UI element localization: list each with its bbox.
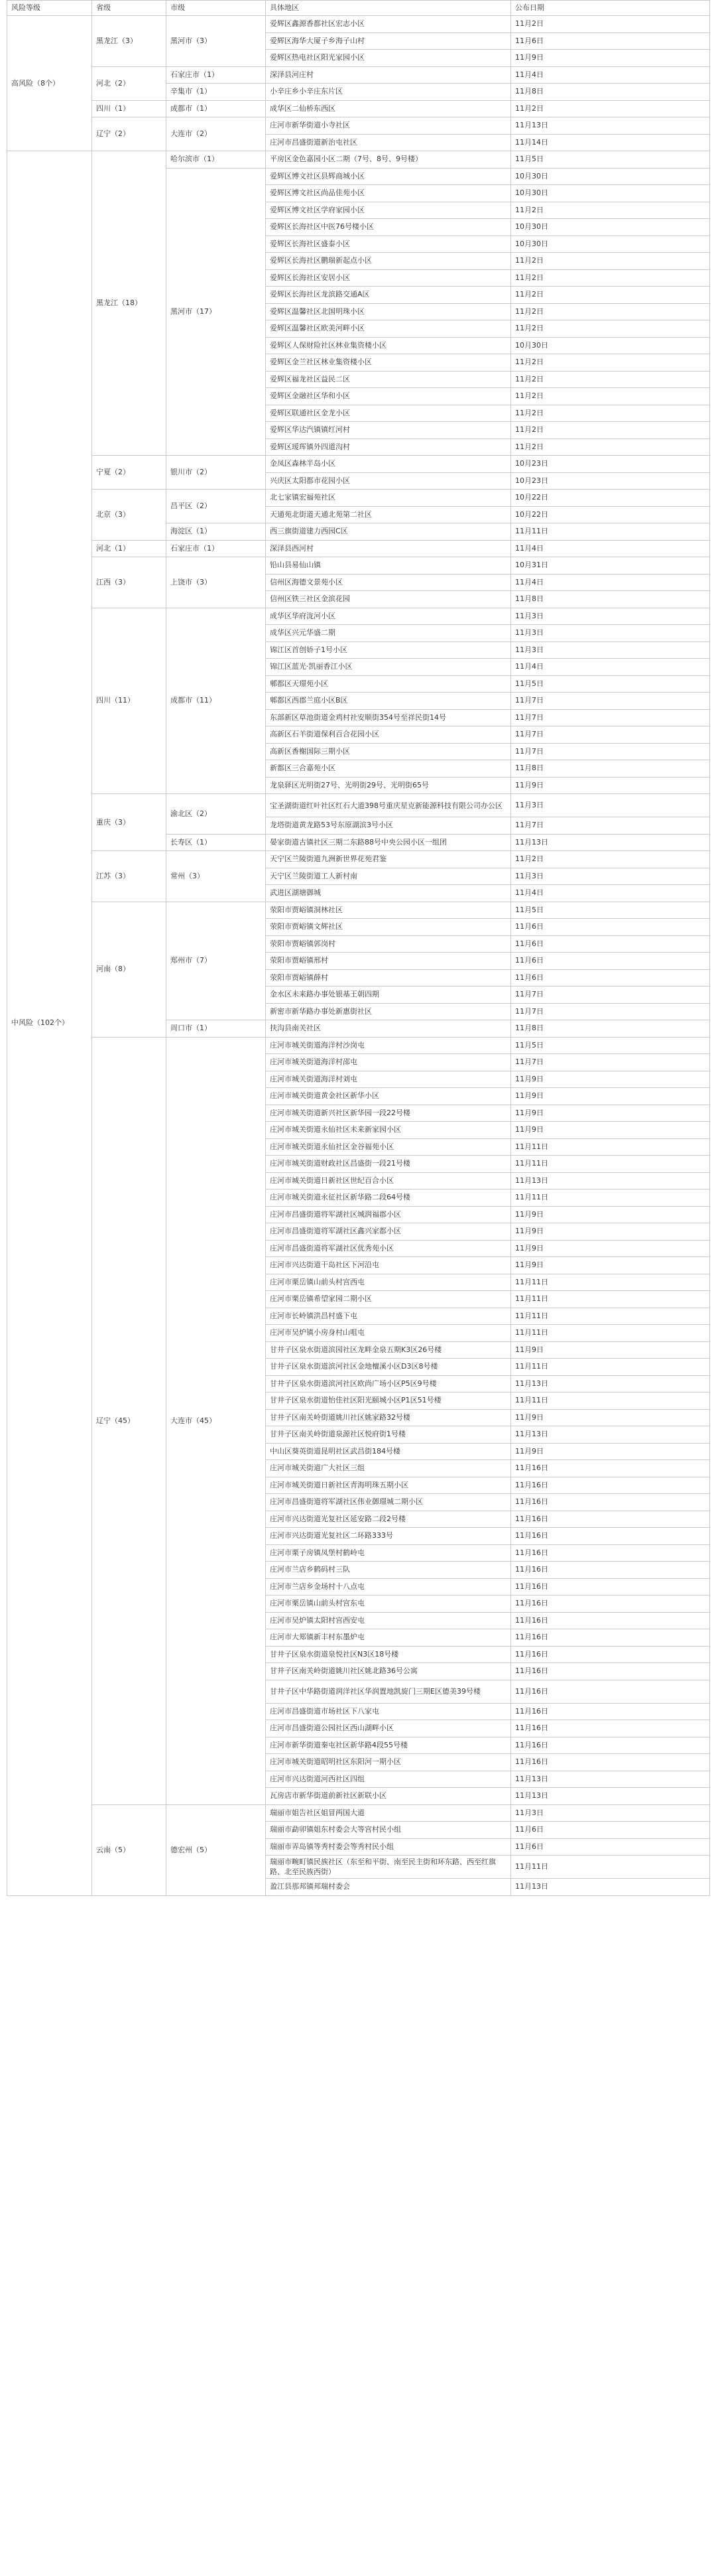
date-cell: 11月16日 <box>511 1544 710 1562</box>
date-cell: 11月5日 <box>511 1037 710 1054</box>
area-cell: 庄河市吴炉镇太阳村宫西安屯 <box>266 1612 511 1629</box>
area-cell: 甘井子区泉水街道怡佳社区阳光颐城小区P1区51号楼 <box>266 1392 511 1410</box>
city-cell: 郑州市（7） <box>166 902 266 1020</box>
area-cell: 金水区未来路办事处银基王朝四期 <box>266 986 511 1004</box>
date-cell: 11月6日 <box>511 1822 710 1839</box>
city-cell: 银川市（2） <box>166 456 266 490</box>
date-cell: 11月4日 <box>511 66 710 84</box>
area-cell: 天通苑北街道天通北苑第二社区 <box>266 506 511 523</box>
area-cell: 甘井子区南关岭街道姚川社区姚家路32号楼 <box>266 1409 511 1426</box>
date-cell: 10月30日 <box>511 337 710 354</box>
date-cell: 11月16日 <box>511 1663 710 1680</box>
date-cell: 11月16日 <box>511 1477 710 1494</box>
date-cell: 11月2日 <box>511 16 710 33</box>
date-cell: 11月16日 <box>511 1494 710 1511</box>
table-row <box>7 1037 710 1054</box>
date-cell: 11月7日 <box>511 743 710 760</box>
header-risk-level: 风险等级 <box>7 1 92 16</box>
area-cell: 瑞丽市弄岛镇等秀村委会等秀村民小组 <box>266 1838 511 1856</box>
city-cell: 黑河市（3） <box>166 16 266 67</box>
area-cell: 天宁区兰陵街道九洲新世界花苑君鉴 <box>266 851 511 868</box>
area-cell: 庄河市兴达街道光复社区二环路333号 <box>266 1528 511 1545</box>
date-cell: 11月2日 <box>511 320 710 338</box>
area-cell: 庄河市兰店乡鹤码村三队 <box>266 1562 511 1579</box>
date-cell: 11月2日 <box>511 354 710 372</box>
area-cell: 小辛庄乡小辛庄东片区 <box>266 84 511 101</box>
risk-level-cell: 高风险（8个） <box>7 16 92 151</box>
area-cell: 新都区三合嘉苑小区 <box>266 760 511 778</box>
province-cell: 北京（3） <box>92 490 166 541</box>
city-cell: 辛集市（1） <box>166 84 266 101</box>
city-cell: 成都市（1） <box>166 100 266 117</box>
date-cell: 11月11日 <box>511 1138 710 1156</box>
area-cell: 庄河市城关街道永征社区新华路二段64号楼 <box>266 1189 511 1207</box>
area-cell: 爱辉区博文社区尚品佳苑小区 <box>266 185 511 202</box>
date-cell: 11月9日 <box>511 1223 710 1241</box>
area-cell: 庄河市昌盛街道市场社区下八家屯 <box>266 1703 511 1720</box>
date-cell: 11月16日 <box>511 1629 710 1647</box>
area-cell: 爱辉区博文社区县辉商城小区 <box>266 168 511 185</box>
area-cell: 瑞丽市勐卯镇姐东村委会大等宫村民小组 <box>266 1822 511 1839</box>
area-cell: 荥阳市贾峪镇文辉社区 <box>266 919 511 936</box>
header-row <box>7 1 710 16</box>
area-cell: 锦江区首创娇子1号小区 <box>266 642 511 659</box>
area-cell: 晏家街道古镇社区三期二东路88号中央公园小区一组团 <box>266 834 511 851</box>
area-cell: 龙泉驿区光明街27号、光明街29号、光明街65号 <box>266 777 511 794</box>
province-cell: 辽宁（2） <box>92 117 166 151</box>
date-cell: 11月16日 <box>511 1646 710 1663</box>
area-cell: 甘井子区南关岭街道泉源社区悦府街1号楼 <box>266 1426 511 1444</box>
date-cell: 11月7日 <box>511 817 710 835</box>
date-cell: 11月4日 <box>511 659 710 676</box>
date-cell: 11月7日 <box>511 693 710 710</box>
date-cell: 11月16日 <box>511 1511 710 1528</box>
date-cell: 10月30日 <box>511 236 710 253</box>
province-cell: 辽宁（45） <box>92 1037 166 1804</box>
province-cell: 四川（1） <box>92 100 166 117</box>
date-cell: 11月2日 <box>511 851 710 868</box>
date-cell: 11月2日 <box>511 422 710 439</box>
area-cell: 庄河市昌盛街道将军湖社区城润福郡小区 <box>266 1206 511 1223</box>
area-cell: 爱辉区热电社区阳光家园小区 <box>266 50 511 67</box>
date-cell: 11月16日 <box>511 1578 710 1595</box>
area-cell: 成华区华府泷河小区 <box>266 608 511 625</box>
table-row <box>7 66 710 84</box>
date-cell: 11月13日 <box>511 1788 710 1805</box>
province-cell: 江苏（3） <box>92 851 166 902</box>
area-cell: 庄河市城关街道海洋村刘屯 <box>266 1071 511 1088</box>
date-cell: 11月13日 <box>511 1879 710 1896</box>
date-cell: 11月8日 <box>511 1020 710 1038</box>
city-cell: 大连市（2） <box>166 117 266 151</box>
table-row <box>7 851 710 868</box>
area-cell: 庄河市昌盛街道将军湖社区伟业御璟城二期小区 <box>266 1494 511 1511</box>
area-cell: 高新区石羊街道保利百合花园小区 <box>266 726 511 744</box>
table-row <box>7 540 710 557</box>
area-cell: 庄河市城关街道日新社区青海明珠五期小区 <box>266 1477 511 1494</box>
province-cell: 河北（1） <box>92 540 166 557</box>
date-cell: 11月16日 <box>511 1528 710 1545</box>
area-cell: 庄河市昌盛街道公园社区西山湖畔小区 <box>266 1720 511 1737</box>
area-cell: 甘井子区泉水街道滨河社区金地檀溪小区D3区8号楼 <box>266 1359 511 1376</box>
date-cell: 11月9日 <box>511 1409 710 1426</box>
date-cell: 11月5日 <box>511 151 710 169</box>
date-cell: 11月13日 <box>511 1172 710 1189</box>
area-cell: 庄河市城关街道海洋村沙岗屯 <box>266 1037 511 1054</box>
date-cell: 11月3日 <box>511 608 710 625</box>
area-cell: 北七家镇宏福苑社区 <box>266 490 511 507</box>
area-cell: 瓦房店市新华街道前新社区新联小区 <box>266 1788 511 1805</box>
city-cell: 德宏州（5） <box>166 1804 266 1895</box>
city-cell: 长寿区（1） <box>166 834 266 851</box>
date-cell: 11月13日 <box>511 1771 710 1788</box>
area-cell: 信州区海德文景苑小区 <box>266 574 511 591</box>
area-cell: 武进区湖塘御城 <box>266 885 511 902</box>
area-cell: 西三旗街道建力西园C区 <box>266 523 511 541</box>
date-cell: 11月16日 <box>511 1460 710 1477</box>
table-row <box>7 1804 710 1822</box>
area-cell: 庄河市兴达街道光复社区延安路二段2号楼 <box>266 1511 511 1528</box>
date-cell: 11月9日 <box>511 1257 710 1274</box>
city-cell: 大连市（45） <box>166 1037 266 1804</box>
date-cell: 11月9日 <box>511 1240 710 1257</box>
area-cell: 甘井子区南关岭街道姚川社区姚北路36号公寓 <box>266 1663 511 1680</box>
date-cell: 11月16日 <box>511 1612 710 1629</box>
date-cell: 11月13日 <box>511 1375 710 1392</box>
city-cell: 昌平区（2） <box>166 490 266 523</box>
date-cell: 11月6日 <box>511 953 710 970</box>
date-cell: 11月2日 <box>511 202 710 219</box>
date-cell: 11月2日 <box>511 253 710 270</box>
city-cell: 海淀区（1） <box>166 523 266 541</box>
table-row <box>7 490 710 507</box>
date-cell: 11月5日 <box>511 902 710 919</box>
area-cell: 天宁区兰陵街道工人新村南 <box>266 868 511 885</box>
area-cell: 庄河市城关街道广大社区三组 <box>266 1460 511 1477</box>
risk-area-table <box>7 0 710 1896</box>
date-cell: 10月23日 <box>511 472 710 490</box>
area-cell: 庄河市城关街道永仙社区未来新家园小区 <box>266 1122 511 1139</box>
date-cell: 11月11日 <box>511 1156 710 1173</box>
area-cell: 信州区铁三社区金滨花园 <box>266 591 511 608</box>
area-cell: 甘井子区中华路街道润洋社区华润置地凯旋门三期E区德美39号楼 <box>266 1680 511 1703</box>
date-cell: 11月16日 <box>511 1595 710 1613</box>
area-cell: 庄河市城关街道黄金社区新华小区 <box>266 1088 511 1105</box>
table-row <box>7 100 710 117</box>
date-cell: 11月7日 <box>511 1003 710 1020</box>
date-cell: 11月9日 <box>511 1088 710 1105</box>
date-cell: 11月4日 <box>511 574 710 591</box>
area-cell: 甘井子区泉水街道滨河社区欧尚广场小区P5区9号楼 <box>266 1375 511 1392</box>
date-cell: 11月9日 <box>511 1341 710 1359</box>
date-cell: 10月22日 <box>511 490 710 507</box>
risk-level-cell: 中风险（102个） <box>7 151 92 1896</box>
date-cell: 11月13日 <box>511 1426 710 1444</box>
area-cell: 庄河市新华街道小寺社区 <box>266 117 511 135</box>
date-cell: 11月16日 <box>511 1754 710 1771</box>
city-cell: 常州（3） <box>166 851 266 902</box>
area-cell: 爱辉区华达汽镇镇红河村 <box>266 422 511 439</box>
date-cell: 11月16日 <box>511 1737 710 1754</box>
area-cell: 庄河市兴达街道干岛社区下河沿屯 <box>266 1257 511 1274</box>
date-cell: 11月16日 <box>511 1680 710 1703</box>
area-cell: 爱辉区长海社区鹏瑞新起点小区 <box>266 253 511 270</box>
date-cell: 10月30日 <box>511 185 710 202</box>
area-cell: 爱辉区博文社区学府家园小区 <box>266 202 511 219</box>
date-cell: 11月8日 <box>511 84 710 101</box>
date-cell: 10月30日 <box>511 219 710 236</box>
date-cell: 11月3日 <box>511 642 710 659</box>
date-cell: 11月2日 <box>511 439 710 456</box>
area-cell: 成华区兴元华盛二期 <box>266 625 511 642</box>
table-row <box>7 16 710 33</box>
area-cell: 成华区二仙桥东西区 <box>266 100 511 117</box>
date-cell: 11月16日 <box>511 1703 710 1720</box>
area-cell: 庄河市栗岳镇山前头村宫西屯 <box>266 1274 511 1291</box>
date-cell: 11月14日 <box>511 134 710 151</box>
area-cell: 庄河市兴达街道河西社区四组 <box>266 1771 511 1788</box>
date-cell: 10月30日 <box>511 168 710 185</box>
date-cell: 11月6日 <box>511 919 710 936</box>
area-cell: 庄河市长岭镇洪昌村盛下屯 <box>266 1308 511 1325</box>
city-cell: 哈尔滨市（1） <box>166 151 266 169</box>
area-cell: 庄河市城关街道新兴社区新华园一段22号楼 <box>266 1105 511 1122</box>
area-cell: 瑞丽市畹町镇民族社区（东至和平街、南至民主街和环东路、西至红旗路、北至民族西街） <box>266 1856 511 1879</box>
city-cell: 上饶市（3） <box>166 557 266 608</box>
area-cell: 庄河市昌盛街道将军湖社区鑫兴家都小区 <box>266 1223 511 1241</box>
area-cell: 爱辉区联通社区金龙小区 <box>266 405 511 422</box>
table-body <box>7 1 710 1896</box>
area-cell: 盈江县那邦镇邦瑞村委会 <box>266 1879 511 1896</box>
date-cell: 11月9日 <box>511 1071 710 1088</box>
area-cell: 爱辉区温馨社区北国明珠小区 <box>266 303 511 320</box>
date-cell: 11月11日 <box>511 523 710 541</box>
area-cell: 金凤区森林半岛小区 <box>266 456 511 473</box>
date-cell: 10月22日 <box>511 506 710 523</box>
table-row <box>7 608 710 625</box>
city-cell: 石家庄市（1） <box>166 540 266 557</box>
province-cell: 云南（5） <box>92 1804 166 1895</box>
area-cell: 瑞丽市姐告社区姐冒两国大道 <box>266 1804 511 1822</box>
area-cell: 高新区香榭国际三期小区 <box>266 743 511 760</box>
date-cell: 11月6日 <box>511 33 710 50</box>
date-cell: 11月9日 <box>511 50 710 67</box>
area-cell: 庄河市大郑镇新丰村东墨炉屯 <box>266 1629 511 1647</box>
header-area: 具体地区 <box>266 1 511 16</box>
area-cell: 荥阳市贾峪镇薛村 <box>266 969 511 986</box>
area-cell: 爱辉区瑷珲镇外四道沟村 <box>266 439 511 456</box>
date-cell: 11月6日 <box>511 1838 710 1856</box>
table-row <box>7 151 710 169</box>
date-cell: 10月31日 <box>511 557 710 575</box>
area-cell: 庄河市栗子房镇凤堡村鹤岭屯 <box>266 1544 511 1562</box>
date-cell: 11月3日 <box>511 625 710 642</box>
area-cell: 甘井子区泉水街道滨园社区龙畔金泉五期K3区26号楼 <box>266 1341 511 1359</box>
province-cell: 重庆（3） <box>92 794 166 851</box>
header-date: 公布日期 <box>511 1 710 16</box>
date-cell: 11月2日 <box>511 287 710 304</box>
city-cell: 石家庄市（1） <box>166 66 266 84</box>
area-cell: 爱辉区鑫源香都社区宏志小区 <box>266 16 511 33</box>
province-cell: 河南（8） <box>92 902 166 1037</box>
area-cell: 兴庆区太阳都市花园小区 <box>266 472 511 490</box>
date-cell: 11月11日 <box>511 1274 710 1291</box>
area-cell: 荥阳市贾峪镇洞林社区 <box>266 902 511 919</box>
date-cell: 11月16日 <box>511 1562 710 1579</box>
header-province: 省级 <box>92 1 166 16</box>
date-cell: 11月6日 <box>511 935 710 953</box>
area-cell: 庄河市昌盛街道将军湖社区优秀苑小区 <box>266 1240 511 1257</box>
area-cell: 深泽县西河村 <box>266 540 511 557</box>
date-cell: 11月4日 <box>511 885 710 902</box>
date-cell: 11月7日 <box>511 1054 710 1071</box>
date-cell: 11月2日 <box>511 303 710 320</box>
area-cell: 爱辉区温馨社区欧美河畔小区 <box>266 320 511 338</box>
date-cell: 11月16日 <box>511 1720 710 1737</box>
area-cell: 爱辉区长海社区中医76号楼小区 <box>266 219 511 236</box>
date-cell: 11月11日 <box>511 1392 710 1410</box>
date-cell: 11月9日 <box>511 1122 710 1139</box>
date-cell: 11月2日 <box>511 371 710 388</box>
table-row <box>7 794 710 817</box>
area-cell: 爱辉区长海社区安居小区 <box>266 269 511 287</box>
area-cell: 庄河市城关街道日新社区世纪百合小区 <box>266 1172 511 1189</box>
date-cell: 11月3日 <box>511 868 710 885</box>
area-cell: 庄河市吴炉镇小房身村山咀屯 <box>266 1325 511 1342</box>
province-cell: 四川（11） <box>92 608 166 794</box>
area-cell: 新密市新华路办事处新惠街社区 <box>266 1003 511 1020</box>
date-cell: 11月13日 <box>511 834 710 851</box>
city-cell: 周口市（1） <box>166 1020 266 1038</box>
area-cell: 爱辉区海华大厦子乡海子山村 <box>266 33 511 50</box>
date-cell: 11月11日 <box>511 1325 710 1342</box>
date-cell: 11月8日 <box>511 591 710 608</box>
date-cell: 11月11日 <box>511 1359 710 1376</box>
city-cell: 成都市（11） <box>166 608 266 794</box>
province-cell: 河北（2） <box>92 66 166 100</box>
area-cell: 扶沟县南关社区 <box>266 1020 511 1038</box>
area-cell: 庄河市城关街道海洋村邵屯 <box>266 1054 511 1071</box>
province-cell: 黑龙江（3） <box>92 16 166 67</box>
date-cell: 11月9日 <box>511 1105 710 1122</box>
area-cell: 宝圣湖街道红叶社区红石大道398号重庆星克新能源科技有限公司办公区 <box>266 794 511 817</box>
date-cell: 11月9日 <box>511 1206 710 1223</box>
area-cell: 甘井子区泉水街道泉悦社区N3区18号楼 <box>266 1646 511 1663</box>
province-cell: 江西（3） <box>92 557 166 608</box>
province-cell: 黑龙江（18） <box>92 151 166 456</box>
area-cell: 铅山县易仙山镇 <box>266 557 511 575</box>
table-row <box>7 456 710 473</box>
area-cell: 爱辉区长海社区盛泰小区 <box>266 236 511 253</box>
table-row <box>7 117 710 135</box>
area-cell: 中山区葵英街道昆明社区武昌街184号楼 <box>266 1443 511 1460</box>
area-cell: 爱辉区金兰社区林业集资楼小区 <box>266 354 511 372</box>
area-cell: 庄河市新华街道秦屯社区新华路4段55号楼 <box>266 1737 511 1754</box>
date-cell: 11月11日 <box>511 1308 710 1325</box>
date-cell: 11月7日 <box>511 726 710 744</box>
date-cell: 11月11日 <box>511 1291 710 1308</box>
area-cell: 平房区金色嘉园小区二期（7号、8号、9号楼） <box>266 151 511 169</box>
area-cell: 龙塔街道黄龙路53号东原湖滨3号小区 <box>266 817 511 835</box>
date-cell: 11月11日 <box>511 1856 710 1879</box>
province-cell: 宁夏（2） <box>92 456 166 490</box>
date-cell: 11月7日 <box>511 986 710 1004</box>
date-cell: 11月2日 <box>511 100 710 117</box>
date-cell: 11月9日 <box>511 777 710 794</box>
date-cell: 11月3日 <box>511 1804 710 1822</box>
area-cell: 爱辉区福龙社区益民二区 <box>266 371 511 388</box>
date-cell: 11月3日 <box>511 794 710 817</box>
area-cell: 深泽县河庄村 <box>266 66 511 84</box>
date-cell: 11月13日 <box>511 117 710 135</box>
area-cell: 庄河市城关街道昭明社区东阳河一期小区 <box>266 1754 511 1771</box>
area-cell: 荥阳市贾峪镇郭岗村 <box>266 935 511 953</box>
area-cell: 爱辉区金融社区华和小区 <box>266 388 511 405</box>
date-cell: 11月11日 <box>511 1189 710 1207</box>
area-cell: 庄河市栗岳镇山前头村宫东屯 <box>266 1595 511 1613</box>
area-cell: 郫都区天璟苑小区 <box>266 675 511 693</box>
date-cell: 11月7日 <box>511 709 710 726</box>
date-cell: 11月6日 <box>511 969 710 986</box>
date-cell: 11月8日 <box>511 760 710 778</box>
area-cell: 荥阳市贾峪镇邢村 <box>266 953 511 970</box>
area-cell: 爱辉区人保财险社区林业集资楼小区 <box>266 337 511 354</box>
date-cell: 10月23日 <box>511 456 710 473</box>
area-cell: 庄河市昌盛街道新治屯社区 <box>266 134 511 151</box>
table-row <box>7 902 710 919</box>
date-cell: 11月2日 <box>511 269 710 287</box>
area-cell: 庄河市兰店乡金场村十八点屯 <box>266 1578 511 1595</box>
area-cell: 锦江区蓝光·凯丽香江小区 <box>266 659 511 676</box>
date-cell: 11月2日 <box>511 405 710 422</box>
area-cell: 郫都区西郡兰庭小区B区 <box>266 693 511 710</box>
city-cell: 渝北区（2） <box>166 794 266 835</box>
area-cell: 庄河市栗岳镇希望家园二期小区 <box>266 1291 511 1308</box>
area-cell: 东部新区草池街道金鸡村社安顺街354号至祥民街14号 <box>266 709 511 726</box>
date-cell: 11月9日 <box>511 1443 710 1460</box>
area-cell: 爱辉区长海社区龙滨路交通A区 <box>266 287 511 304</box>
table-row <box>7 557 710 575</box>
date-cell: 11月5日 <box>511 675 710 693</box>
date-cell: 11月2日 <box>511 388 710 405</box>
city-cell: 黑河市（17） <box>166 168 266 456</box>
date-cell: 11月4日 <box>511 540 710 557</box>
area-cell: 庄河市城关街道财政社区昌盛街一段21号楼 <box>266 1156 511 1173</box>
header-city: 市级 <box>166 1 266 16</box>
area-cell: 庄河市城关街道永仙社区金谷福苑小区 <box>266 1138 511 1156</box>
